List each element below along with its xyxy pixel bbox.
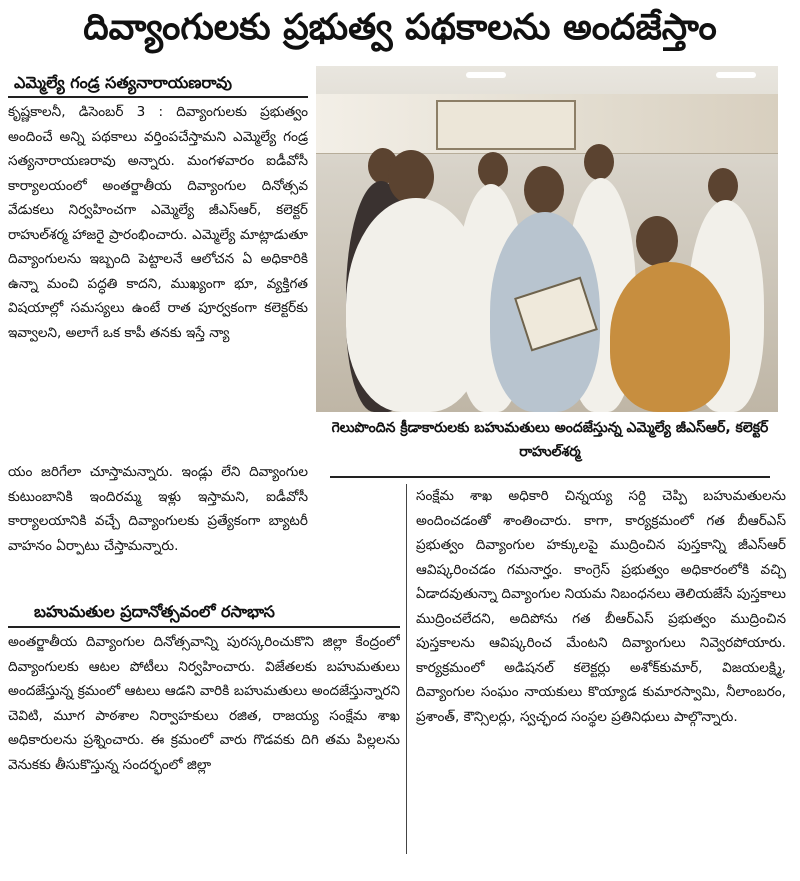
ceiling-light: [716, 72, 756, 78]
caption-divider: [330, 476, 770, 478]
paragraph-continued: యం జరిగేలా చూస్తామన్నారు. ఇండ్లు లేని దివ్యాంగుల కుటుంబానికి ఇందిరమ్మ ఇళ్లు ఇస్తామని, ఐడీవోసీ కార్యాలయానికి వచ్చే దివ్యాంగులకు ప్రత్యేకంగా బ్యాటరీ వాహనం ఏర్పాటు చేస్తామన్నారు.: [8, 464, 308, 554]
article-body-mid: [8, 460, 308, 600]
article-body-bottom: [8, 630, 400, 860]
person-head: [524, 166, 564, 214]
person-head: [636, 216, 678, 266]
person-head: [388, 150, 434, 204]
person-figure: [346, 198, 486, 412]
news-photo: [316, 66, 778, 412]
stage-banner: [316, 94, 778, 154]
ceiling-light: [466, 72, 506, 78]
article-body-top: [8, 100, 308, 460]
person-head: [584, 144, 614, 180]
byline: ఎమ్మెల్యే గండ్ర సత్యనారాయణరావు: [8, 68, 308, 98]
paragraph-intro: కృష్ణకాలనీ, డిసెంబర్ 3 : దివ్యాంగులకు ప్రభుత్వం అందించే అన్ని పథకాలు వర్తింపచేస్తామని ఎమ్మెల్యే గండ్ర సత్యనారాయణరావు అన్నారు. మంగళవారం ఐడీవోసీ కార్యాలయంలో అంతర్జాతీయ దివ్యాంగుల దినోత్సవ వేడుకలు నిర్వహించగా ఎమ్మెల్యే జీఎస్ఆర్, కలెక్టర్ రాహుల్‌శర్మ హాజరై ప్రారంభించారు. ఎమ్మెల్యే మాట్లాడుతూ దివ్యాంగులను ఇబ్బంది పెట్టాలనే ఆలోచన ఏ అధికారికి ఉన్నా మంచి పద్ధతి కాదని, ముఖ్యంగా భూ, వ్యక్తిగత విషయాల్లో సమస్యలు ఉంటే రాత పూర్వకంగా కలెక్టర్‌కు ఇవ్వాలని, అలాగే ఒక కాపీ తనకు ఇస్తే న్యా: [8, 104, 308, 341]
person-figure: [610, 262, 730, 412]
paragraph-conclusion: సంక్షేమ శాఖ అధికారి చిన్నయ్య సర్ది చెప్పి బహుమతులను అందించడంతో శాంతించారు. కాగా, కార్యక్రమంలో గత బీఆర్ఎస్ ప్రభుత్వం దివ్యాంగుల హక్కులపై ముద్రించిన పుస్తకాన్ని జీఎస్ఆర్ ఆవిష్కరించడం గమనార్హం. కాంగ్రెస్ ప్రభుత్వం అధికారంలోకి వచ్చి ఏడాదవుతున్నా దివ్యాంగుల నియమ నిబంధనలు తెలియజేసే పుస్తకాలు ముద్రించలేదని, అదిపోను గత బీఆర్ఎస్ ప్రభుత్వం ముద్రించిన పుస్తకాలను ఆవిష్కరించ మేంటని దివ్యాంగులు నివ్వెరపోయారు. కార్యక్రమంలో అడిషనల్ కలెక్టర్లు అశోక్‌కుమార్, విజయలక్ష్మి, దివ్యాంగుల సంఘం నాయకులు కొయ్యాడ కుమారస్వామి, నీలాంబరం, ప్రశాంత్, కౌన్సిలర్లు, స్వచ్ఛంద సంస్థల ప్రతినిధులు పాల్గొన్నారు.: [416, 488, 786, 725]
headline: దివ్యాంగులకు ప్రభుత్వ పథకాలను అందజేస్తాం: [83, 7, 717, 48]
person-head: [708, 168, 738, 204]
paragraph-sports: అంతర్జాతీయ దివ్యాంగుల దినోత్సవాన్ని పురస్కరించుకొని జిల్లా కేంద్రంలో దివ్యాంగులకు ఆటల పోటీలు నిర్వహించారు. విజేతలకు బహుమతులు అందజేస్తున్న క్రమంలో ఆటలు ఆడని వారికి బహుమతులు అందజేస్తున్నారని చెవిటి, మూగ పాఠశాల నిర్వాహకులు రజిత, రాజయ్య సంక్షేమ శాఖ అధికారులను ప్రశ్నించారు. ఈ క్రమంలో వారు గొడవకు దిగి తమ పిల్లలను వెనుకకు తీసుకొస్తున్న సందర్భంలో జిల్లా: [8, 634, 400, 773]
banner-frame: [436, 100, 576, 150]
photo-caption: గెలుపొందిన క్రీడాకారులకు బహుమతులు అందజేస్తున్న ఎమ్మెల్యే జీఎస్ఆర్, కలెక్టర్ రాహుల్‌శర్మ: [331, 420, 769, 460]
subheading: బహుమతుల ప్రదానోత్సవంలో రసాభాస: [8, 598, 400, 628]
article-body-right: [416, 484, 786, 854]
person-head: [478, 152, 508, 188]
column-divider: [406, 484, 407, 854]
